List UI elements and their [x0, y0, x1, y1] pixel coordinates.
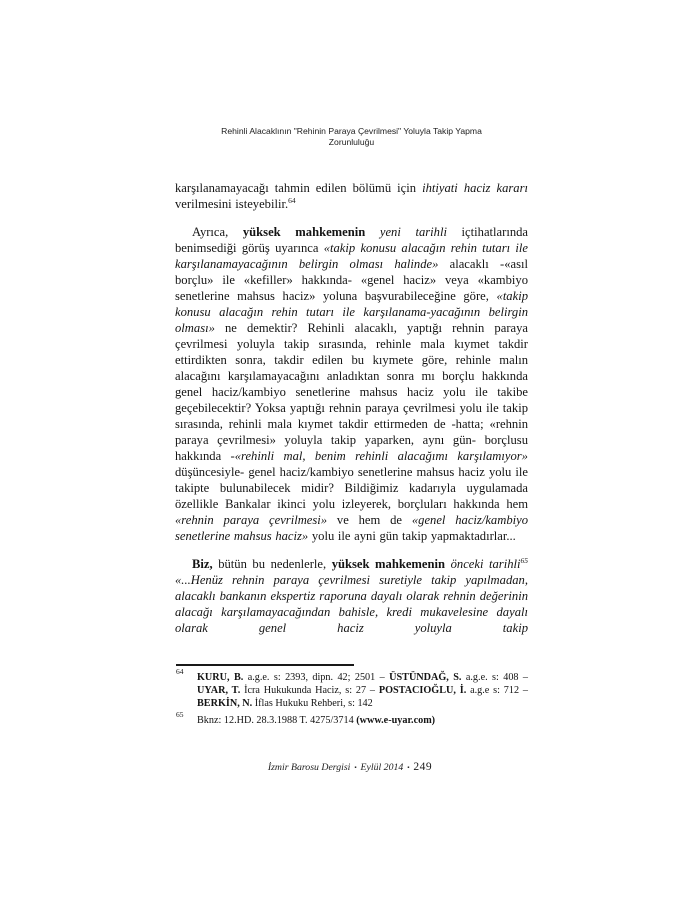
footnote: 64 KURU, B. a.g.e. s: 2393, dipn. 42; 2501 – ÜSTÜNDAĞ, S. a.g.e. s: 408 – UYAR, T. İcra Hukukunda Haciz, s: 27 – POSTACIOĞLU, İ. a.g.e s: 712 –BERKİN, N. İflas Hukuku Rehberi, s: 142 — [176, 667, 529, 710]
running-header — [160, 126, 543, 147]
article-body — [175, 180, 528, 636]
footer-separator-icon: ▪ — [407, 764, 410, 771]
footer-separator-icon: ▪ — [354, 764, 357, 771]
footnotes-section — [175, 667, 529, 727]
paragraph: Ayrıca, yüksek mahkemenin yeni tarihli içtihatlarında benimsediği görüş uyarınca «takip konusu alacağın rehin tutarı ile karşılanamayacağının belirgin olması halinde» alacaklı -«asıl borçlu» ile «kefiller» hakkında- «genel haciz» veya «kambiyo senetlerine mahsus haciz» yoluna başvurabileceğine göre, «takip konusu alacağın rehin tutarı ile karşılanama-yacağının belirgin olması» ne demektir? Rehinli alacaklı, yaptığı rehnin paraya çevrilmesi yoluyla takip sırasında, rehinle mala kıymet takdir ettirdikten sonra, takdir edilen bu kıymete göre, rehinle malın alacağını karşılamayacağını anladıktan sonra mı borçlu hakkında genel haciz/kambiyo senetlerine mahsus haciz yolu ile takibe geçebilecektir? Yoksa yaptığı rehnin paraya çevrilmesi yolu ile takip sırasında, rehinli mala kıymet takdir ettirmeden de -hatta; «rehnin paraya çevrilmesi» yoluyla takip yaparken, aynı gün- borçlusu hakkında -«rehinli mal, benim rehinli alacağımı karşılamıyor» düşüncesiyle- genel haciz/kambiyo senetlerine mahsus haciz yolu ile takipte bulunabilecek midir? Bildiğimiz kadarıyla uygulamada özellikle Bankalar ikinci yolu izleyerek, borçluları hakkında hem «rehnin paraya çevrilmesi» ve hem de «genel haciz/kambiyo senetlerine mahsus haciz» yolu ile ayni gün takip yapmaktadırlar... — [175, 224, 528, 544]
running-header-line1: Rehinli Alacaklının "Rehinin Paraya Çevrilmesi" Yoluyla Takip Yapma — [221, 126, 482, 136]
issue-date: Eylül 2014 — [360, 762, 404, 773]
paragraph: Biz, bütün bu nedenlerle, yüksek mahkemenin önceki tarihli$^{65}$ «...Henüz rehnin paraya çevrilmesi suretiyle takip yapılmadan, alacaklı bankanın ekspertiz raporuna dayalı olarak rehnin değerinin alacağı karşılamayacağından bahisle, kredi mukavelesine dayalı olarak genel haciz yoluyla takip — [175, 556, 528, 636]
page-number: 249 — [413, 761, 433, 773]
footnote: 65 Bknz: 12.HD. 28.3.1988 T. 4275/3714 (www.e-uyar.com) — [176, 709, 436, 726]
page-footer — [0, 761, 700, 773]
journal-name: İzmir Barosu Dergisi — [267, 762, 351, 773]
footnote-separator-rule — [176, 664, 354, 666]
paragraph: karşılanamayacağı tahmin edilen bölümü için ihtiyati haciz kararı verilmesini isteyebilir.$^{64}$ — [175, 181, 528, 212]
footnote-text: KURU, B. a.g.e. s: 2393, dipn. 42; 2501 – ÜSTÜNDAĞ, S. a.g.e. s: 408 – UYAR, T. İcra Hukukunda Haciz, s: 27 – POSTACIOĞLU, İ. a.g.e s: 712 –BERKİN, N. İflas Hukuku Rehberi, s: 142 — [197, 672, 529, 710]
footnote-text: Bknz: 12.HD. 28.3.1988 T. 4275/3714 (www.e-uyar.com) — [197, 714, 436, 726]
running-header-line2: Zorunluluğu — [328, 136, 375, 147]
